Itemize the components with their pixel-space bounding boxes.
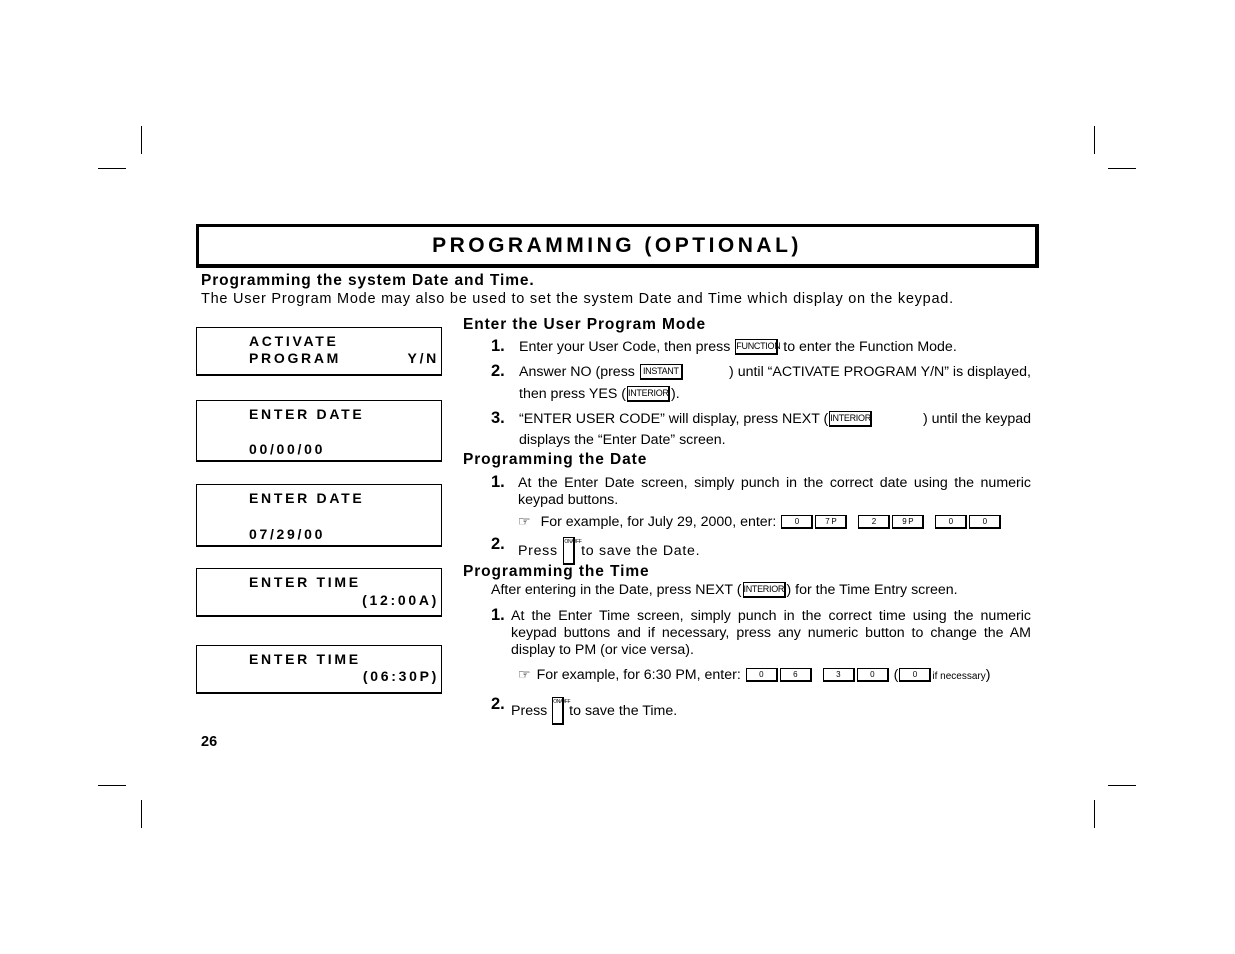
- section-heading-time: Programming the Time: [463, 563, 650, 580]
- step-text-part: ) until the keypad: [922, 411, 1031, 427]
- step-text-part: After entering in the Date, press NEXT (: [491, 582, 742, 598]
- step-text: At the Enter Date screen, simply punch in the correct date using the numeric keypad buttons.: [518, 475, 1031, 508]
- step-text: [519, 364, 1031, 381]
- step-text: [518, 537, 700, 565]
- section-heading-enter-mode: Enter the User Program Mode: [463, 316, 707, 333]
- step-number: 2.: [491, 362, 505, 380]
- crop-mark: [98, 168, 126, 169]
- page-title-box: [196, 224, 1039, 268]
- step-text-part: then press YES (: [519, 386, 626, 402]
- lcd-line2-right: (06:30P): [362, 668, 439, 684]
- section-heading-date: Programming the Date: [463, 451, 648, 468]
- example-text: For example, for July 29, 2000, enter:: [540, 514, 777, 530]
- pointing-hand-icon: ☞: [518, 666, 531, 682]
- step-text: [511, 697, 677, 725]
- lcd-screen-enter-date-blank: [196, 400, 442, 462]
- keypad-key: 3: [823, 668, 855, 682]
- keypad-key: 0: [969, 515, 1001, 529]
- lcd-line1: ENTER DATE: [249, 406, 365, 422]
- step-number: 3.: [491, 409, 505, 427]
- keypad-key: 7 P: [815, 515, 847, 529]
- lcd-line1: ENTER TIME: [249, 651, 361, 667]
- lcd-screen-activate: [196, 327, 442, 376]
- interior-key: INTERIOR: [743, 582, 786, 598]
- step-text: At the Enter Time screen, simply punch in the correct time using the numeric keypad buttons and if necessary, press any numeric button to change the AM display to PM (or vice versa).: [511, 608, 1031, 658]
- keypad-key: 6: [780, 668, 812, 682]
- keypad-key: 0: [857, 668, 889, 682]
- pointing-hand-icon: ☞: [518, 513, 531, 529]
- step-text-part: ) until “ACTIVATE PROGRAM Y/N” is displayed,: [729, 364, 1031, 380]
- step-text-part: to save the Time.: [569, 702, 678, 719]
- step-number: 1.: [491, 337, 505, 355]
- keypad-key: 0: [935, 515, 967, 529]
- on-off-key: ON/OFF: [552, 697, 564, 725]
- step-text-part: Press: [511, 702, 548, 719]
- lcd-line1: ENTER TIME: [249, 574, 361, 590]
- step-text-part: ) for the Time Entry screen.: [786, 582, 958, 598]
- lcd-screen-enter-date-example: [196, 484, 442, 547]
- page-number: 26: [201, 734, 218, 750]
- step-text-part: “ENTER USER CODE” will display, press NEXT (: [519, 411, 829, 427]
- lcd-line2: 07/29/00: [249, 526, 326, 542]
- lcd-line1: ENTER DATE: [249, 490, 365, 506]
- step-text: [519, 339, 957, 356]
- crop-mark: [1094, 126, 1095, 154]
- step-text: [519, 386, 680, 403]
- step-text-part: Enter your User Code, then press: [519, 339, 731, 355]
- lcd-screen-enter-time-example: [196, 645, 442, 694]
- step-text: [519, 411, 1031, 428]
- keypad-key: 0: [781, 515, 813, 529]
- step-number: 1.: [491, 473, 505, 491]
- interior-key: INTERIOR: [829, 411, 872, 427]
- crop-mark: [98, 785, 126, 786]
- example-text: For example, for 6:30 PM, enter:: [536, 667, 741, 683]
- step-text-part: ).: [671, 386, 680, 402]
- example-line: [518, 513, 1002, 531]
- keypad-key: 0: [746, 668, 778, 682]
- time-intro-text: [491, 582, 958, 599]
- keypad-key: 2: [858, 515, 890, 529]
- step-text-part: to enter the Function Mode.: [783, 339, 957, 355]
- step-text-part: to save the Date.: [581, 542, 701, 559]
- step-text-part: Press: [518, 542, 558, 559]
- if-necessary-note: if necessary: [932, 671, 986, 682]
- lcd-line2: PROGRAM: [249, 350, 342, 366]
- intro-text: The User Program Mode may also be used to set the system Date and Time which display on the keypad.: [201, 291, 954, 307]
- lcd-line1: ACTIVATE: [249, 333, 339, 349]
- step-text: displays the “Enter Date” screen.: [519, 432, 726, 448]
- instant-key: INSTANT: [640, 364, 683, 380]
- crop-mark: [1108, 168, 1136, 169]
- crop-mark: [141, 126, 142, 154]
- step-text-part: Answer NO (press: [519, 364, 635, 380]
- interior-key: INTERIOR: [627, 386, 670, 402]
- function-key: FUNCTION: [735, 339, 778, 355]
- page-title: PROGRAMMING (OPTIONAL): [432, 233, 802, 257]
- lcd-screen-enter-time-blank: [196, 568, 442, 617]
- keypad-key: 9 P: [892, 515, 924, 529]
- crop-mark: [1094, 800, 1095, 828]
- lcd-line2-right: (12:00A): [362, 592, 439, 608]
- step-number: 2.: [491, 695, 505, 713]
- step-number: 1.: [491, 606, 505, 624]
- subheading: Programming the system Date and Time.: [201, 272, 535, 289]
- lcd-line2: 00/00/00: [249, 441, 326, 457]
- crop-mark: [1108, 785, 1136, 786]
- crop-mark: [141, 800, 142, 828]
- step-number: 2.: [491, 535, 505, 553]
- lcd-line2-right: Y/N: [407, 350, 439, 366]
- keypad-key: 0: [899, 668, 931, 682]
- on-off-key: ON/OFF: [563, 537, 575, 565]
- example-line: ☞ For example, for 6:30 PM, enter: 0 6 3 0 ( 0 if necessary): [518, 666, 991, 683]
